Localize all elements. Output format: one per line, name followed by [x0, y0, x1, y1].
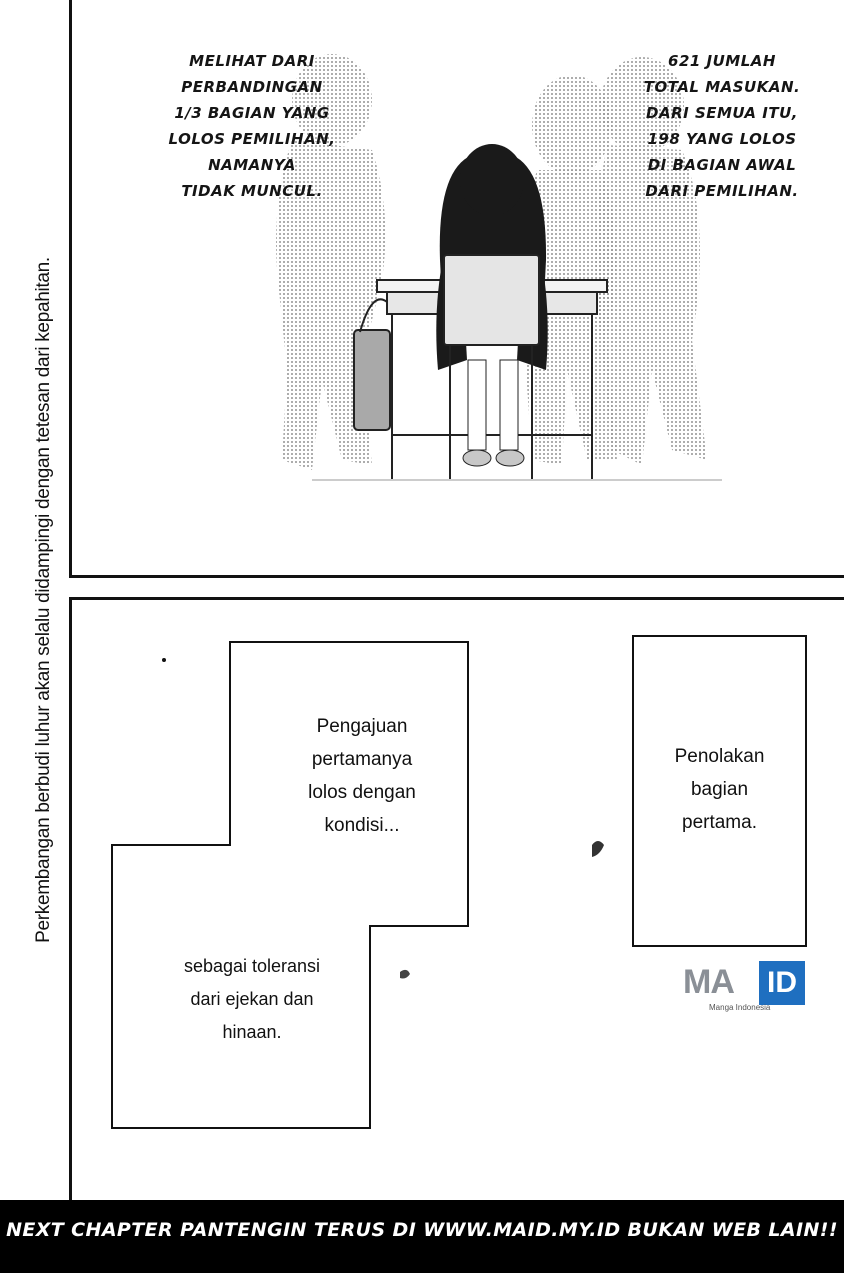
- caption-box-1-line: kondisi...: [324, 815, 400, 836]
- left-narration-line: MELIHAT DARI: [189, 52, 315, 70]
- right-narration: [627, 48, 817, 204]
- caption-box-1-line: Pengajuan: [316, 716, 408, 737]
- side-caption-text: Perkembangan berbudi luhur akan selalu didampingi dengan tetesan dari kepahitan.: [33, 257, 54, 943]
- top-panel: [69, 0, 844, 578]
- right-narration-line: DARI SEMUA ITU,: [646, 104, 798, 122]
- caption-box-2-line: hinaan.: [222, 1022, 282, 1042]
- caption-box-1-line: lolos dengan: [308, 782, 416, 803]
- caption-box-3-line: bagian: [690, 779, 749, 800]
- chair: [444, 255, 539, 480]
- left-narration: [152, 48, 352, 204]
- right-narration-line: 621 JUMLAH: [668, 52, 776, 70]
- side-caption: [0, 0, 70, 1200]
- right-narration-line: 198 YANG LOLOS: [647, 130, 797, 148]
- bottom-panel: [69, 597, 844, 1200]
- maid-logo: [683, 959, 805, 1017]
- left-narration-line: PERBANDINGAN: [181, 78, 323, 96]
- caption-box-2-line: dari ejekan dan: [190, 989, 314, 1009]
- caption-box-2-line: sebagai toleransi: [183, 956, 321, 976]
- caption-box-1-line: pertamanya: [311, 749, 413, 770]
- right-narration-line: DI BAGIAN AWAL: [647, 156, 797, 174]
- left-narration-line: NAMANYA: [208, 156, 296, 174]
- logo-id: ID: [759, 961, 805, 1005]
- logo-ma: MA: [683, 963, 734, 1001]
- left-narration-line: TIDAK MUNCUL.: [181, 182, 323, 200]
- footer-banner: [0, 1200, 844, 1273]
- right-narration-line: TOTAL MASUKAN.: [643, 78, 801, 96]
- logo-subtitle: Manga Indonesia: [709, 1003, 771, 1012]
- right-narration-line: DARI PEMILIHAN.: [645, 182, 799, 200]
- left-narration-line: LOLOS PEMILIHAN,: [168, 130, 336, 148]
- ink-splatters: [72, 600, 832, 1000]
- footer-text: NEXT CHAPTER PANTENGIN TERUS DI WWW.MAID.MY.ID BUKAN WEB LAIN!!: [6, 1219, 838, 1241]
- left-narration-line: 1/3 BAGIAN YANG: [174, 104, 330, 122]
- caption-box-3-line: Penolakan: [674, 746, 765, 767]
- caption-box-3-line: pertama.: [682, 812, 757, 833]
